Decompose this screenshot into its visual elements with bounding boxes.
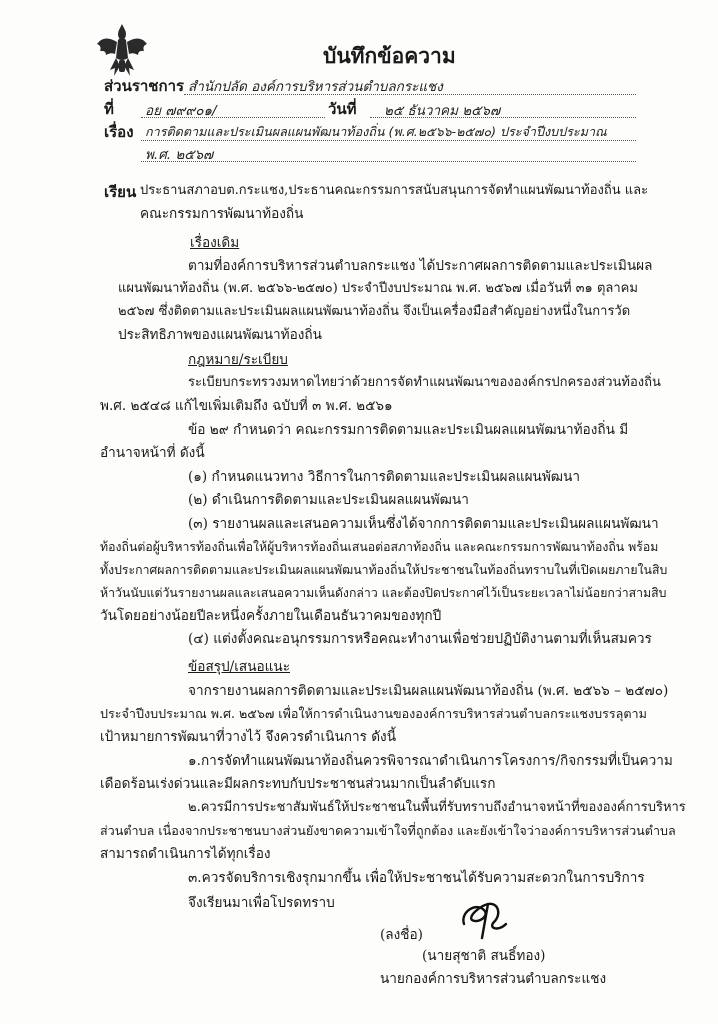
recommendation-1-line-2: เดือดร้อนเร่งด่วนและมีผลกระทบกับประชาชนส่วนมากเป็นลำดับแรก <box>100 776 496 792</box>
background-line-3: ๒๕๖๗ ซึ่งติดตามและประเมินผลแผนพัฒนาท้องถิ่น จึงเป็นเครื่องมือสำคัญอย่างหนึ่งในการวัด <box>118 304 631 319</box>
summary-intro-line-1: จากรายงานผลการติดตามและประเมินผลแผนพัฒนาท้องถิ่น (พ.ศ. ๒๕๖๖ – ๒๕๗๐) <box>188 683 669 699</box>
addressee-line-2: คณะกรรมการพัฒนาท้องถิ่น <box>140 206 304 222</box>
reference-value: อย ๗๙๙๐๑/ <box>145 103 217 119</box>
law-item-4: (๔) แต่งตั้งคณะอนุกรรมการหรือคณะทำงานเพื่อช่วยปฏิบัติงานตามที่เห็นสมควร <box>188 631 652 647</box>
garuda-emblem-icon <box>96 24 148 78</box>
recommendation-2-line-3: สามารถดำเนินการได้ทุกเรื่อง <box>100 846 271 862</box>
subject-dotted-line-2 <box>141 161 636 162</box>
background-heading: เรื่องเดิม <box>190 235 240 251</box>
signer-name: (นายสุชาติ สนธิ์ทอง) <box>422 948 546 964</box>
summary-intro-line-2: ประจำปีงบประมาณ พ.ศ. ๒๕๖๗ เพื่อให้การดำเนินงานขององค์การบริหารส่วนตำบลกระแชงบรรลุตาม <box>100 706 647 721</box>
recommendation-1-line-1: ๑.การจัดทำแผนพัฒนาท้องถิ่นควรพิจารณาดำเนินการโครงการ/กิจกรรมที่เป็นความ <box>188 753 673 769</box>
background-line-1: ตามที่องค์การบริหารส่วนตำบลกระแชง ได้ประกาศผลการติดตามและประเมินผล <box>188 258 653 274</box>
handwritten-signature-icon <box>458 894 514 940</box>
law-item-3-line-5: วันโดยอย่างน้อยปีละหนึ่งครั้งภายในเดือนธันวาคมของทุกปี <box>100 608 442 624</box>
summary-intro-line-3: เป้าหมายการพัฒนาที่วางไว้ จึงควรดำเนินการ ดังนี้ <box>100 729 396 745</box>
subject-dotted-line-1 <box>141 140 636 141</box>
law-p1-line-2: พ.ศ. ๒๕๔๘ แก้ไขเพิ่มเติมถึง ฉบับที่ ๓ พ.ศ. ๒๕๖๑ <box>100 398 393 414</box>
agency-dotted-line <box>184 94 636 95</box>
law-item-3-line-3: ทั้งประกาศผลการติดตามและประเมินผลแผนพัฒนาท้องถิ่นให้ประชาชนในท้องถิ่นทราบในที่เปิดเผยภายในสิบ <box>100 563 668 577</box>
signer-position: นายกองค์การบริหารส่วนตำบลกระแชง <box>380 971 607 987</box>
law-item-3-line-2: ท้องถิ่นต่อผู้บริหารท้องถิ่นเพื่อให้ผู้บริหารท้องถิ่นเสนอต่อสภาท้องถิ่น และคณะกรรมการพัฒนาท้องถิ่น พร้อม <box>100 540 659 554</box>
law-item-2: (๒) ดำเนินการติดตามและประเมินผลแผนพัฒนา <box>188 492 469 508</box>
agency-label: ส่วนราชการ <box>104 77 185 95</box>
agency-value: สำนักปลัด องค์การบริหารส่วนตำบลกระแชง <box>188 79 443 95</box>
law-item-3-line-1: (๓) รายงานผลและเสนอความเห็นซึ่งได้จากการติดตามและประเมินผลแผนพัฒนา <box>188 516 659 532</box>
addressee-line-1: ประธานสภาอบต.กระแชง,ประธานคณะกรรมการสนับสนุนการจัดทำแผนพัฒนาท้องถิ่น และ <box>140 183 649 198</box>
recommendation-3: ๓.ควรจัดบริการเชิงรุกมากขึ้น เพื่อให้ประชาชนได้รับความสะดวกในการบริการ <box>188 870 645 886</box>
date-label: วันที่ <box>328 100 357 118</box>
reference-label: ที่ <box>104 100 114 118</box>
law-p2-line-2: อำนาจหน้าที่ ดังนี้ <box>100 445 205 461</box>
date-dotted-line <box>370 117 636 118</box>
recommendation-2-line-1: ๒.ควรมีการประชาสัมพันธ์ให้ประชาชนในพื้นที่รับทราบถึงอำนาจหน้าที่ขององค์การบริหาร <box>188 800 686 815</box>
sign-label: (ลงชื่อ) <box>380 927 423 943</box>
memo-title: บันทึกข้อความ <box>323 43 456 68</box>
background-line-4: ประสิทธิภาพของแผนพัฒนาท้องถิ่น <box>118 327 322 343</box>
date-value: ๒๕ ธันวาคม ๒๕๖๗ <box>384 103 501 119</box>
subject-line-2: พ.ศ. ๒๕๖๗ <box>145 147 214 163</box>
law-p1-line-1: ระเบียบกระทรวงมหาดไทยว่าด้วยการจัดทำแผนพัฒนาขององค์กรปกครองส่วนท้องถิ่น <box>188 375 661 390</box>
background-line-2: แผนพัฒนาท้องถิ่น (พ.ศ. ๒๕๖๖-๒๕๗๐) ประจำปีงบประมาณ พ.ศ. ๒๕๖๗ เมื่อวันที่ ๓๑ ตุลาคม <box>118 281 638 296</box>
law-item-3-line-4: ห้าวันนับแต่วันรายงานผลและเสนอความเห็นดังกล่าว และต้องปิดประกาศไว้เป็นระยะเวลาไม่น้อยกว่าสามสิบ <box>100 586 667 600</box>
recommendation-2-line-2: ส่วนตำบล เนื่องจากประชาชนบางส่วนยังขาดความเข้าใจที่ถูกต้อง และยังเข้าใจว่าองค์การบริหารส่วนตำบล <box>100 823 676 838</box>
subject-label: เรื่อง <box>104 123 134 141</box>
subject-line-1: การติดตามและประเมินผลแผนพัฒนาท้องถิ่น (พ.ศ.๒๕๖๖-๒๕๗๐) ประจำปีงบประมาณ <box>145 124 607 139</box>
closing-line: จึงเรียนมาเพื่อโปรดทราบ <box>188 895 335 911</box>
addressee-label: เรียน <box>104 183 137 201</box>
summary-heading: ข้อสรุป/เสนอแนะ <box>188 659 291 675</box>
reference-dotted-line <box>141 117 325 118</box>
law-heading: กฎหมาย/ระเบียบ <box>188 352 288 368</box>
law-item-1: (๑) กำหนดแนวทาง วิธีการในการติดตามและประเมินผลแผนพัฒนา <box>188 469 581 485</box>
law-p2-line-1: ข้อ ๒๙ กำหนดว่า คณะกรรมการติดตามและประเมินผลแผนพัฒนาท้องถิ่น มี <box>188 422 629 438</box>
